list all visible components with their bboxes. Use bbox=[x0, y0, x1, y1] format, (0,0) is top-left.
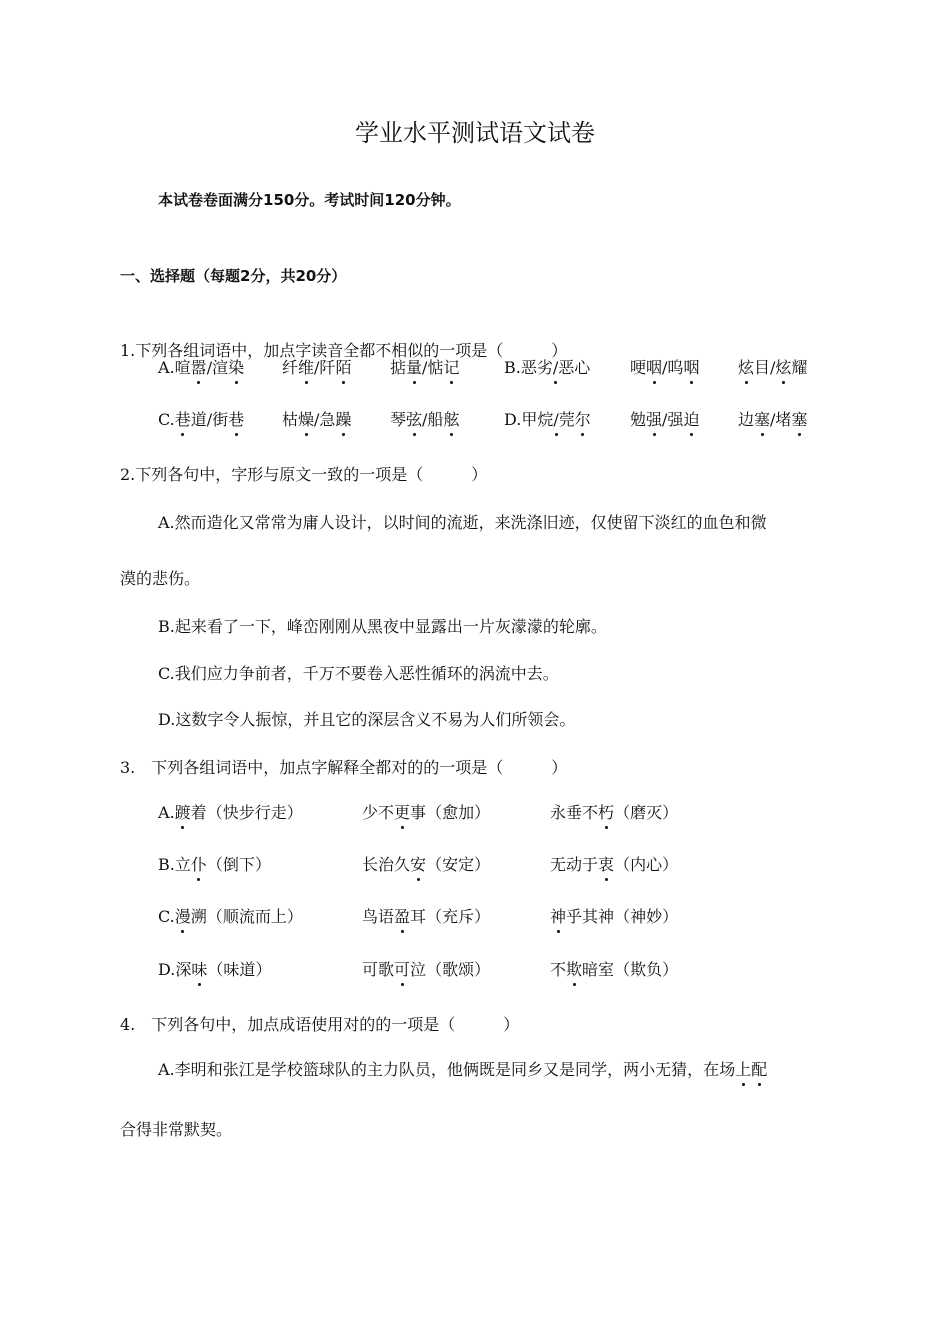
q2-option-c: C.我们应力争前者，千万不要卷入恶性循环的涡流中去。 bbox=[158, 664, 559, 683]
q1-option-a-word-2: 纤维/阡陌 bbox=[282, 358, 352, 377]
emphasis-dot-char: 配 bbox=[751, 1060, 768, 1079]
q2-option-d: D.这数字令人振惊，并且它的深层含义不易为人们所领会。 bbox=[158, 710, 576, 729]
question-4-stem: 4. 下列各句中，加点成语使用对的的一项是（ ） bbox=[120, 1015, 520, 1034]
emphasis-dot-char: 炫 bbox=[738, 358, 755, 377]
emphasis-dot-char: 塞 bbox=[791, 410, 808, 429]
emphasis-dot-char: 迫 bbox=[683, 410, 700, 429]
emphasis-dot-char: 更 bbox=[394, 803, 411, 822]
q1-option-a-word-1: A.喧嚣/渲染 bbox=[158, 358, 245, 377]
emphasis-dot-char: 漫 bbox=[174, 907, 191, 926]
emphasis-dot-char: 踱 bbox=[174, 803, 191, 822]
emphasis-dot-char: 染 bbox=[228, 358, 245, 377]
emphasis-dot-char: 尔 bbox=[574, 410, 591, 429]
emphasis-dot-char: 上 bbox=[735, 1060, 752, 1079]
exam-title: 学业水平测试语文试卷 bbox=[355, 119, 595, 147]
question-1-stem: 1.下列各组词语中，加点字读音全都不相似的一项是（ ） bbox=[120, 341, 568, 360]
q3-option-a-item-1: A.踱着（快步行走） bbox=[158, 803, 303, 822]
q3-option-c-item-2: 鸟语盈耳（充斥） bbox=[362, 907, 491, 926]
q1-option-b-word-3: 炫目/炫耀 bbox=[738, 358, 808, 377]
emphasis-dot-char: 咽 bbox=[683, 358, 700, 377]
q1-option-b-word-1: B.恶劣/恶心 bbox=[504, 358, 591, 377]
q4-option-a-line-2: 合得非常默契。 bbox=[120, 1120, 233, 1139]
section-heading: 一、选择题（每题2分，共20分） bbox=[120, 267, 347, 285]
q3-option-b-item-3: 无动于衷（内心） bbox=[550, 855, 679, 874]
emphasis-dot-char: / bbox=[553, 410, 559, 429]
q2-option-a-line-1: A.然而造化又常常为庸人设计，以时间的流逝，来洗涤旧迹，仅使留下淡红的血色和微 bbox=[158, 513, 767, 532]
emphasis-dot-char: 欺 bbox=[566, 960, 583, 979]
emphasis-dot-char: 神 bbox=[550, 907, 567, 926]
exam-notice: 本试卷卷面满分150分。考试时间120分钟。 bbox=[158, 191, 461, 209]
question-3-stem: 3. 下列各组词语中，加点字解释全都对的的一项是（ ） bbox=[120, 758, 568, 777]
q1-option-a-word-3: 掂量/惦记 bbox=[390, 358, 460, 377]
emphasis-dot-char: 味 bbox=[191, 960, 208, 979]
emphasis-dot-char: 嚣 bbox=[190, 358, 207, 377]
emphasis-dot-char: 躁 bbox=[335, 410, 352, 429]
emphasis-dot-char: 巷 bbox=[174, 410, 191, 429]
q3-option-d-item-2: 可歌可泣（歌颂） bbox=[362, 960, 491, 979]
emphasis-dot-char: 塞 bbox=[754, 410, 771, 429]
q3-option-b-item-2: 长治久安（安定） bbox=[362, 855, 491, 874]
emphasis-dot-char: 咽 bbox=[646, 358, 663, 377]
q3-option-b-item-1: B.立仆（倒下） bbox=[158, 855, 271, 874]
q1-option-d-word-3: 边塞/堵塞 bbox=[738, 410, 808, 429]
emphasis-dot-char: 燥 bbox=[298, 410, 315, 429]
emphasis-dot-char: 维 bbox=[298, 358, 315, 377]
q1-option-c-word-2: 枯燥/急躁 bbox=[282, 410, 352, 429]
q1-option-d-word-2: 勉强/强迫 bbox=[630, 410, 700, 429]
q3-option-a-item-3: 永垂不朽（磨灭） bbox=[550, 803, 679, 822]
emphasis-dot-char: 记 bbox=[443, 358, 460, 377]
emphasis-dot-char: 安 bbox=[410, 855, 427, 874]
q1-option-d-word-1: D.甲烷/莞尔 bbox=[504, 410, 591, 429]
emphasis-dot-char: 巷 bbox=[228, 410, 245, 429]
emphasis-dot-char: 盈 bbox=[394, 907, 411, 926]
emphasis-dot-char: 炫 bbox=[775, 358, 792, 377]
emphasis-dot-char: / bbox=[552, 358, 559, 377]
emphasis-dot-char: 衷 bbox=[598, 855, 615, 874]
q1-option-c-word-3: 琴弦/船舷 bbox=[390, 410, 460, 429]
q3-option-a-item-2: 少不更事（愈加） bbox=[362, 803, 491, 822]
question-2-stem: 2.下列各句中，字形与原文一致的一项是（ ） bbox=[120, 465, 488, 484]
emphasis-dot-char: 陌 bbox=[335, 358, 352, 377]
q2-option-a-line-2: 漠的悲伤。 bbox=[120, 569, 201, 588]
q1-option-b-word-2: 哽咽/呜咽 bbox=[630, 358, 700, 377]
q3-option-d-item-1: D.深味（味道） bbox=[158, 960, 272, 979]
q2-option-b: B.起来看了一下，峰峦刚刚从黑夜中显露出一片灰濛濛的轮廓。 bbox=[158, 617, 607, 636]
emphasis-dot-char: 量 bbox=[406, 358, 423, 377]
q3-option-c-item-3: 神乎其神（神妙） bbox=[550, 907, 679, 926]
emphasis-dot-char: 弦 bbox=[406, 410, 423, 429]
emphasis-dot-char: 仆 bbox=[190, 855, 207, 874]
emphasis-dot-char: 可 bbox=[394, 960, 411, 979]
q3-option-d-item-3: 不欺暗室（欺负） bbox=[550, 960, 679, 979]
emphasis-dot-char: 舷 bbox=[443, 410, 460, 429]
q3-option-c-item-1: C.漫溯（顺流而上） bbox=[158, 907, 303, 926]
q1-option-c-word-1: C.巷道/街巷 bbox=[158, 410, 245, 429]
emphasis-dot-char: 强 bbox=[646, 410, 663, 429]
emphasis-dot-char: 朽 bbox=[598, 803, 615, 822]
q4-option-a-line-1: A.李明和张江是学校篮球队的主力队员，他俩既是同乡又是同学，两小无猜，在场上配 bbox=[158, 1060, 768, 1079]
